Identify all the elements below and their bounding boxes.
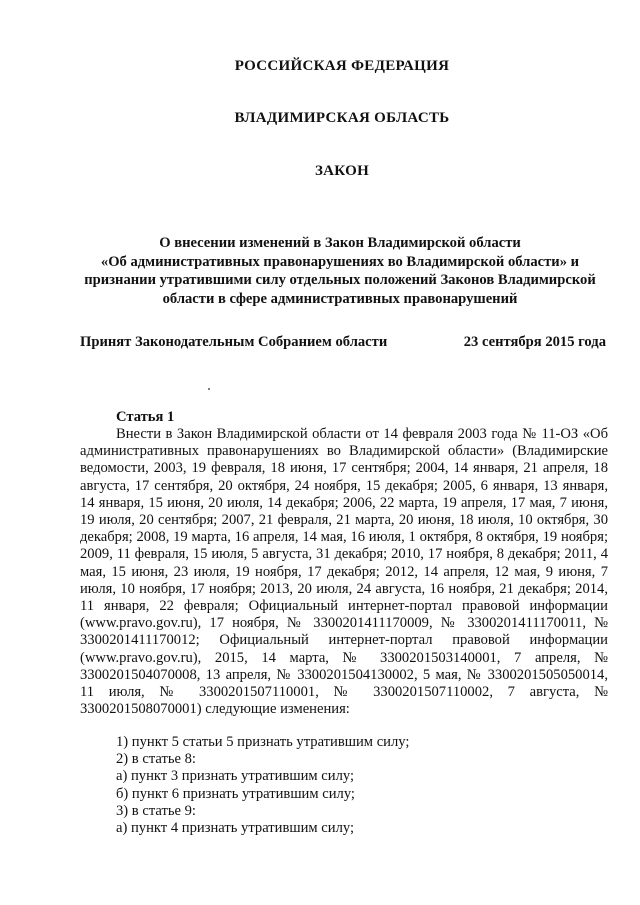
scan-speck (208, 388, 210, 390)
list-item: а) пункт 3 признать утратившим силу; (116, 768, 355, 785)
list-item: а) пункт 4 признать утратившим силу; (116, 820, 355, 837)
list-item: 3) в статье 9: (116, 802, 196, 819)
list-item: 1) пункт 5 статьи 5 признать утратившим силу; (116, 734, 410, 750)
adoption-date: 23 сентября 2015 года (463, 334, 606, 350)
law-title-line: области в сфере административных правонарушений (162, 290, 518, 307)
law-title-line: «Об административных правонарушениях во Владимирской области» и (100, 253, 580, 270)
law-title-line: О внесении изменений в Закон Владимирской области (159, 235, 521, 251)
header-country: РОССИЙСКАЯ ФЕДЕРАЦИЯ (234, 58, 450, 74)
header-region: ВЛАДИМИРСКАЯ ОБЛАСТЬ (234, 110, 450, 126)
adopted-by: Принят Законодательным Собранием области (80, 334, 388, 350)
article-heading: Статья 1 (116, 409, 175, 425)
amendments-list (116, 734, 596, 837)
list-item: 2) в статье 8: (116, 751, 196, 768)
header-doc-type: ЗАКОН (314, 163, 370, 179)
article-paragraph: Внести в Закон Владимирской области от 14 февраля 2003 года № 11-ОЗ «Об административных правонарушениях во Владимирской области» (Владимирские ведомости, 2003, 19 февраля, 18 июня, 17 сентября; 2004, 14 января, 21 апреля, 18 августа, 17 сентября, 20 октября, 24 ноября, 15 декабря; 2005, 6 января, 13 января, 14 января, 15 июня, 20 июля, 14 декабря; 2006, 22 марта, 19 апреля, 17 мая, 7 июня, 19 июля, 20 сентября; 2007, 21 февраля, 21 марта, 20 июня, 18 июля, 10 октября, 30 декабря; 2008, 19 марта, 16 апреля, 14 мая, 16 июля, 1 октября, 8 октября, 19 ноября; 2009, 11 февраля, 15 июля, 5 августа, 31 декабря; 2010, 17 ноября, 8 декабря; 2011, 4 мая, 15 июня, 23 июля, 19 ноября, 17 декабря; 2012, 14 апреля, 12 мая, 9 июня, 7 июля, 10 ноября, 17 ноября; 2013, 20 июля, 24 августа, 16 ноября, 21 декабря; 2014, 11 января, 22 февраля; Официальный интернет-портал правовой информации (www.pravo.gov.ru), 17 ноября, № 3300201411170009, № 3300201411170011, № 3300201411170012; Официальный интернет-портал правовой информации (www.pravo.gov.ru), 2015, 14 марта, № 3300201503140001, 7 апреля, № 3300201504070008, 13 апреля, № 3300201504130002, 5 мая, № 3300201505050014, 11 июля, № 3300201507110001, № 3300201507110002, 7 августа, № 3300201508070001) следующие изменения: (80, 426, 608, 718)
law-title (75, 234, 605, 308)
list-item: б) пункт 6 признать утратившим силу; (116, 785, 355, 802)
law-title-line: признании утратившими силу отдельных положений Законов Владимирской (84, 272, 596, 288)
